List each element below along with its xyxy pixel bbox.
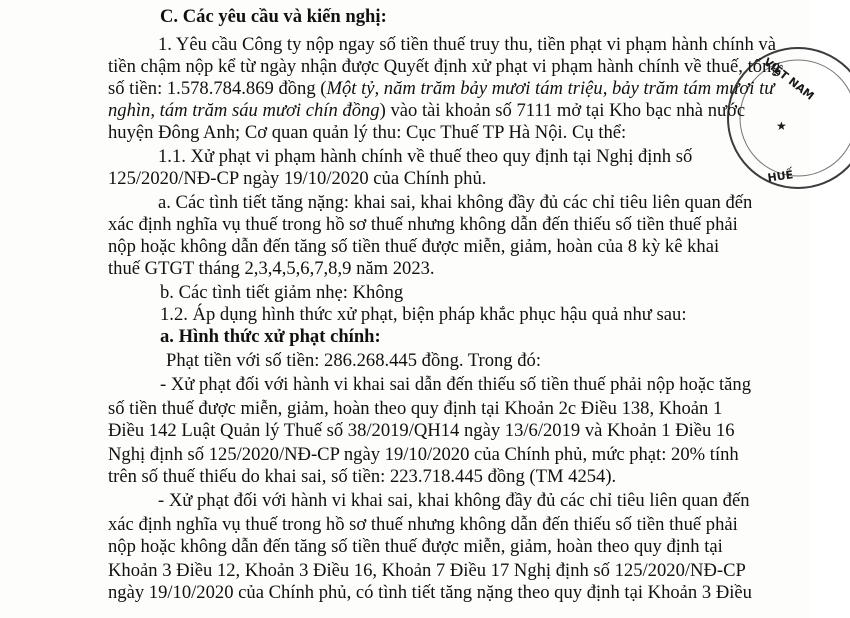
paragraph-line: nộp hoặc không dẫn đến tăng số tiền thuế được miễn, giảm, hoàn của 8 kỳ kê khai [108, 236, 720, 257]
paragraph-line: xác định nghĩa vụ thuế trong hồ sơ thuế nhưng không dẫn đến thiếu số tiền thuế phải [108, 214, 738, 235]
paragraph-line: - Xử phạt đối với hành vi khai sai, khai không đầy đủ các chỉ tiêu liên quan đến [158, 490, 750, 511]
account-text: ) vào tài khoản số 7111 mở tại Kho bạc nhà nước [379, 100, 746, 121]
paragraph-line: 1.2. Áp dụng hình thức xử phạt, biện pháp khắc phục hậu quả như sau: [160, 304, 687, 325]
paragraph-line: ngày 19/10/2020 của Chính phủ, có tình tiết tăng nặng theo quy định tại Khoản 3 Điều [108, 582, 752, 603]
paragraph-line: Khoản 3 Điều 12, Khoản 3 Điều 16, Khoản 7 Điều 17 Nghị định số 125/2020/NĐ-CP [108, 560, 746, 581]
paragraph-line [108, 78, 774, 100]
amount-text: số tiền: 1.578.784.869 đồng ( [108, 78, 327, 99]
seal-text-bottom: HUẾ [766, 168, 794, 185]
paragraph-line: - Xử phạt đối với hành vi khai sai dẫn đến thiếu số tiền thuế phải nộp hoặc tăng [160, 374, 752, 395]
paragraph-line: xác định nghĩa vụ thuế trong hồ sơ thuế nhưng không dẫn đến thiếu số tiền thuế phải [108, 514, 738, 535]
paragraph-line: 125/2020/NĐ-CP ngày 19/10/2020 của Chính phủ. [108, 168, 487, 189]
subsection-heading: a. Hình thức xử phạt chính: [160, 326, 381, 347]
paragraph-line: Nghị định số 125/2020/NĐ-CP ngày 19/10/2020 của Chính phủ, mức phạt: 20% tính [108, 444, 739, 465]
paragraph-line: a. Các tình tiết tăng nặng: khai sai, khai không đầy đủ các chỉ tiêu liên quan đến [158, 192, 753, 213]
paragraph-line: 1.1. Xử phạt vi phạm hành chính về thuế theo quy định tại Nghị định số [158, 146, 693, 167]
paragraph-line: 1. Yêu cầu Công ty nộp ngay số tiền thuế truy thu, tiền phạt vi phạm hành chính và [158, 34, 776, 55]
paragraph-line: số tiền thuế được miễn, giảm, hoàn theo quy định tại Khoản 2c Điều 138, Khoản 1 [108, 398, 723, 419]
paragraph-line: Điều 142 Luật Quản lý Thuế số 38/2019/QH14 ngày 13/6/2019 và Khoản 1 Điều 16 [108, 420, 735, 441]
paragraph-line: thuế GTGT tháng 2,3,4,5,6,7,8,9 năm 2023. [108, 258, 435, 279]
amount-in-words: Một tỷ, năm trăm bảy mươi tám triệu, bảy trăm tám mươi tư [326, 78, 775, 99]
amount-in-words-cont: nghìn, tám trăm sáu mươi chín đồng [108, 100, 380, 121]
paragraph-line: huyện Đông Anh; Cơ quan quản lý thu: Cục Thuế TP Hà Nội. Cụ thể: [108, 122, 627, 143]
paragraph-line: nộp hoặc không dẫn đến tăng số tiền thuế được miễn, giảm, hoàn theo quy định tại [108, 536, 723, 557]
paragraph-line: b. Các tình tiết giảm nhẹ: Không [160, 282, 404, 303]
cut-off-text-fragment [100, 0, 400, 2]
seal-text: VIỆT NAM [761, 55, 817, 103]
paragraph-line [108, 100, 745, 122]
paragraph-line: Phạt tiền với số tiền: 286.268.445 đồng. Trong đó: [166, 350, 542, 371]
paragraph-line: trên số thuế thiếu do khai sai, số tiền: 223.718.445 đồng (TM 4254). [108, 466, 617, 487]
section-heading: C. Các yêu cầu và kiến nghị: [160, 6, 387, 27]
seal-star-icon: ★ [776, 119, 787, 133]
paragraph-line: tiền chậm nộp kể từ ngày nhận được Quyết định xử phạt vi phạm hành chính về thuế, tổng [108, 56, 781, 77]
